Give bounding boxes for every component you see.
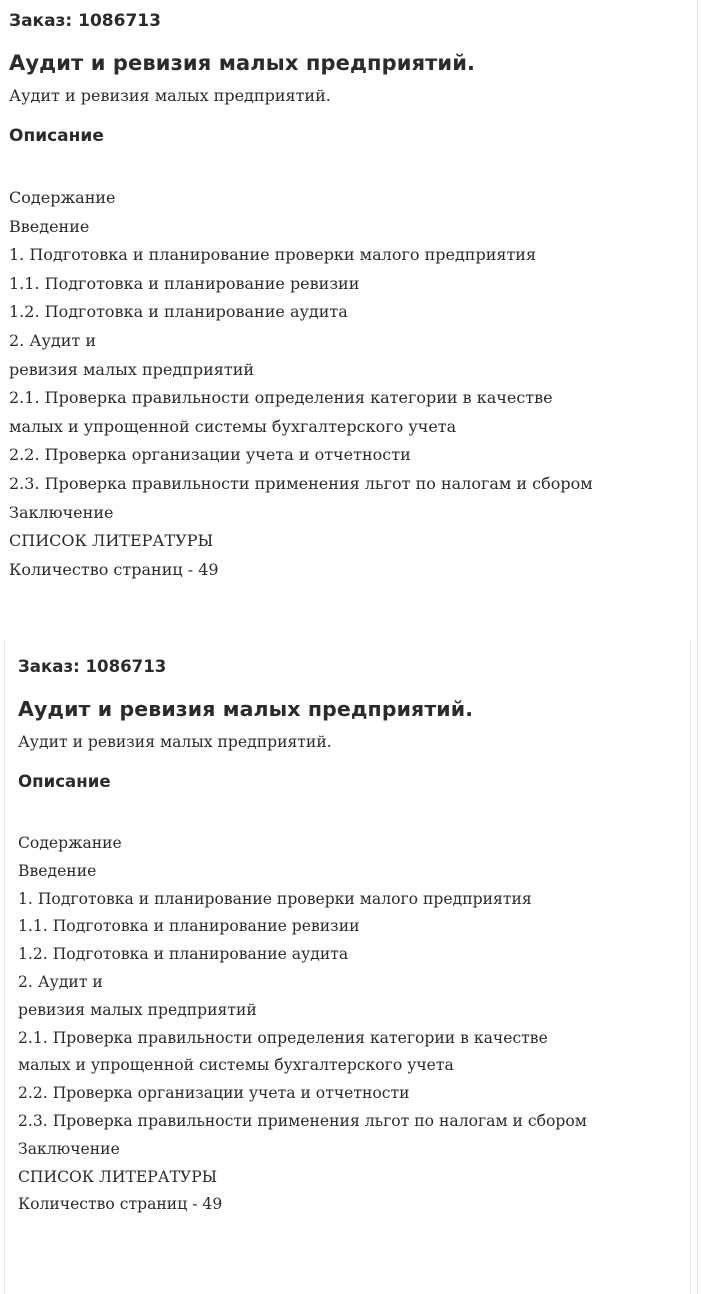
content-line: 2.2. Проверка организации учета и отчетности [9,445,411,465]
content-line: ревизия малых предприятий [9,359,255,379]
content-line: 2.2. Проверка организации учета и отчетности [18,1084,410,1103]
description-heading: Описание [9,126,104,146]
content-line: Введение [18,861,97,880]
content-line: малых и упрощенной системы бухгалтерского учета [18,1056,454,1075]
content-line: 1.1. Подготовка и планирование ревизии [18,917,360,936]
order-subtitle: Аудит и ревизия малых предприятий. [18,733,332,751]
order-card-2 [18,654,690,1219]
right-border-line [697,0,698,1294]
order-title: Аудит и ревизия малых предприятий. [9,51,476,75]
content-line: Количество страниц - 49 [18,1195,223,1214]
content-line: 2.1. Проверка правильности определения категории в качестве [18,1028,548,1047]
content-line: Заключение [9,502,114,522]
content-line: Содержание [18,834,122,852]
description-content [18,830,690,1219]
content-line: 1.2. Подготовка и планирование аудита [18,945,349,964]
inner-left-border-line [4,640,5,1294]
content-line: 1. Подготовка и планирование проверки малого предприятия [9,245,537,265]
content-line: Содержание [9,188,116,207]
content-line: ревизия малых предприятий [18,1000,257,1019]
content-line: Заключение [18,1139,120,1158]
description-content [9,184,694,584]
content-line: Введение [9,216,90,236]
order-subtitle: Аудит и ревизия малых предприятий. [9,86,331,105]
content-line: СПИСОК ЛИТЕРАТУРЫ [9,531,214,551]
content-line: 2.3. Проверка правильности применения льгот по налогам и сбором [18,1111,587,1130]
content-line: 1.2. Подготовка и планирование аудита [9,302,348,322]
content-line: 2.3. Проверка правильности применения льгот по налогам и сбором [9,473,593,493]
content-line: СПИСОК ЛИТЕРАТУРЫ [18,1167,218,1186]
content-line: 2. Аудит и [9,330,96,350]
content-line: 1. Подготовка и планирование проверки малого предприятия [18,889,532,908]
inner-right-border-line [690,640,691,1294]
content-line: малых и упрощенной системы бухгалтерского учета [9,416,457,436]
content-line: 2.1. Проверка правильности определения категории в качестве [9,388,553,408]
order-number: Заказ: 1086713 [18,657,167,676]
content-line: Количество страниц - 49 [9,559,219,579]
order-card-1 [9,8,694,584]
description-heading: Описание [18,772,111,791]
content-line: 2. Аудит и [18,972,103,991]
content-line: 1.1. Подготовка и планирование ревизии [9,273,360,293]
order-number: Заказ: 1086713 [9,11,161,31]
order-title: Аудит и ревизия малых предприятий. [18,697,474,721]
